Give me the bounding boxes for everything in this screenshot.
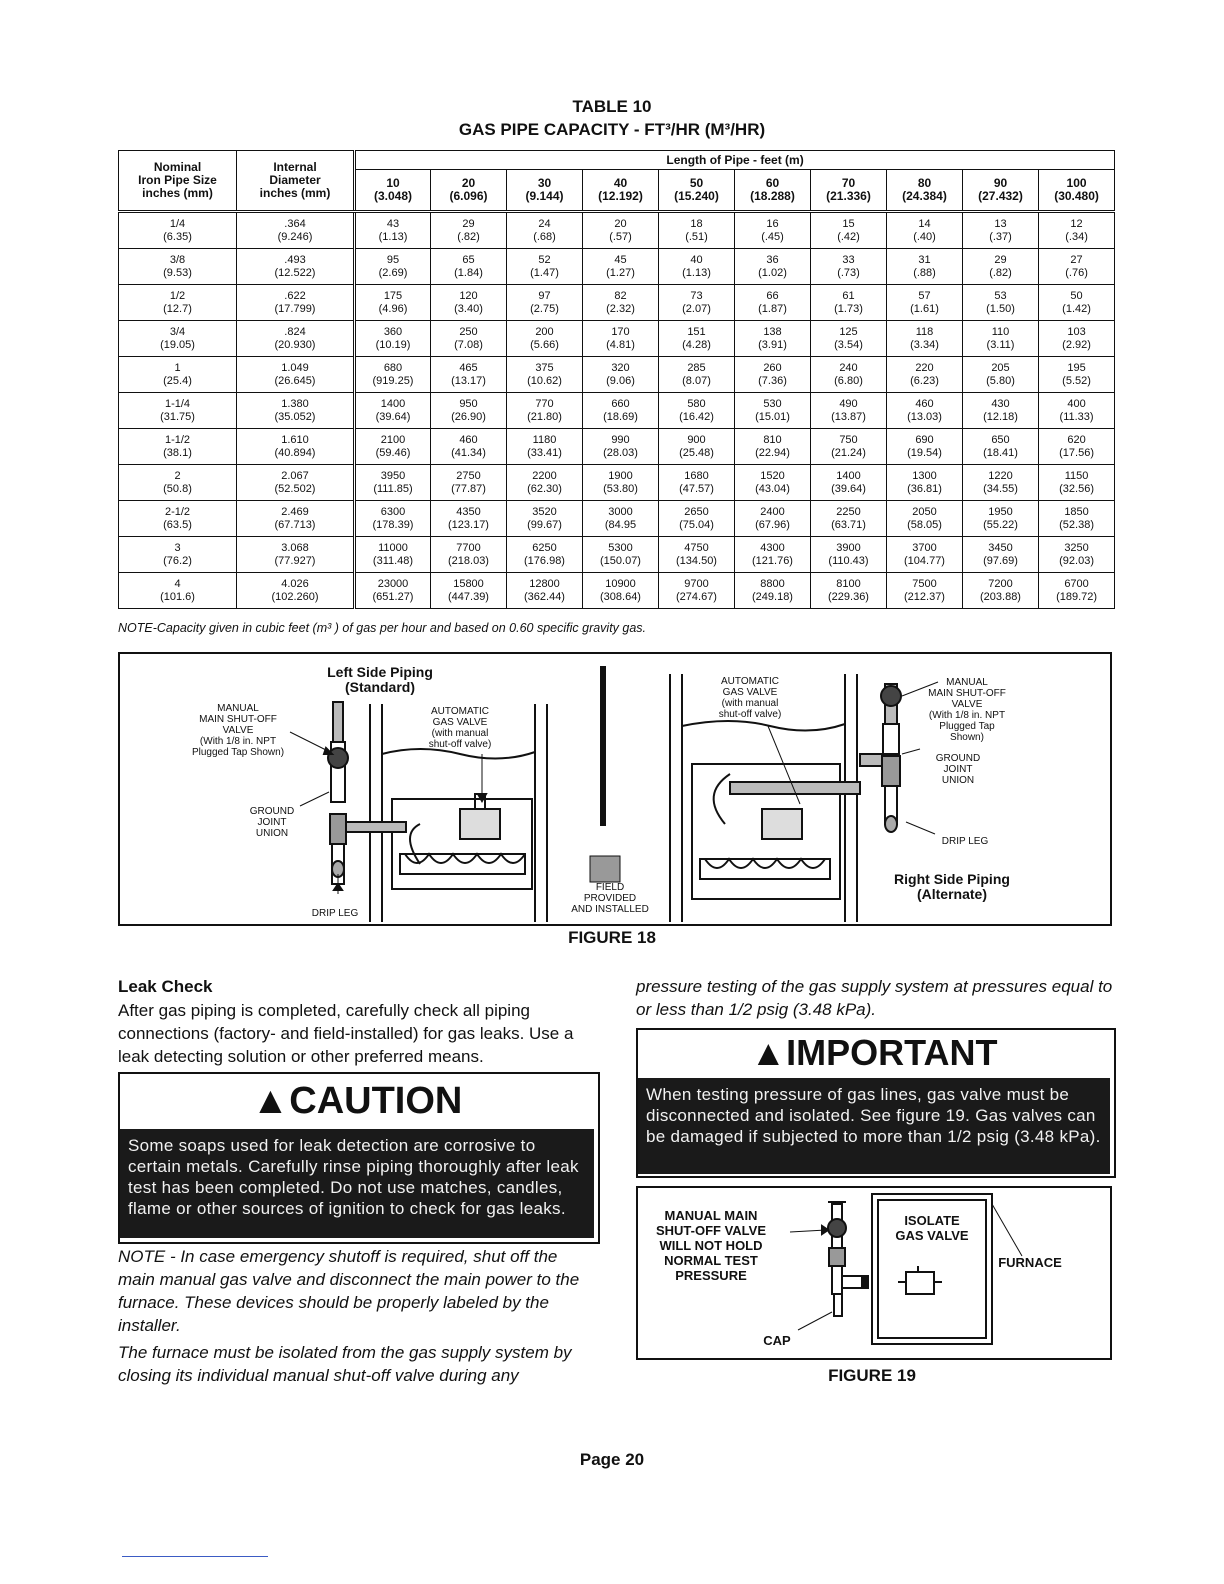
- capacity-cell: 3950 (111.85): [355, 465, 431, 501]
- capacity-cell: 1220 (34.55): [963, 465, 1039, 501]
- pipe-size-cell: 2-1/2 (63.5): [119, 501, 237, 537]
- emergency-note: NOTE - In case emergency shutoff is required, shut off the main manual gas valve and disconnect the main power to the furnace. These devices should be properly labeled by the installer.: [118, 1247, 580, 1335]
- capacity-cell: 1950 (55.22): [963, 501, 1039, 537]
- ground-union-left-label: GROUND JOINT UNION: [249, 806, 295, 839]
- capacity-cell: 6700 (189.72): [1039, 573, 1115, 609]
- auto-valve-left-label: AUTOMATIC GAS VALVE (with manual shut-off valve): [428, 706, 492, 750]
- footer-rule: [122, 1556, 268, 1557]
- capacity-cell: 250 (7.08): [431, 321, 507, 357]
- table-row: [119, 537, 1115, 573]
- length-col-header: 50 (15.240): [659, 170, 735, 212]
- capacity-cell: 29 (.82): [431, 212, 507, 249]
- capacity-cell: 3900 (110.43): [811, 537, 887, 573]
- pipe-size-cell: 3/4 (19.05): [119, 321, 237, 357]
- capacity-cell: 770 (21.80): [507, 393, 583, 429]
- diameter-cell: .493 (12.522): [237, 249, 355, 285]
- capacity-cell: 4750 (134.50): [659, 537, 735, 573]
- length-col-header: 60 (18.288): [735, 170, 811, 212]
- capacity-cell: 1400 (39.64): [355, 393, 431, 429]
- pipe-size-cell: 4 (101.6): [119, 573, 237, 609]
- diameter-cell: 1.380 (35.052): [237, 393, 355, 429]
- manual-valve-right-label: MANUAL MAIN SHUT-OFF VALVE (With 1/8 in. NPT Plugged Tap Shown): [928, 677, 1006, 743]
- capacity-cell: 13 (.37): [963, 212, 1039, 249]
- capacity-cell: 11000 (311.48): [355, 537, 431, 573]
- capacity-cell: 690 (19.54): [887, 429, 963, 465]
- diameter-cell: 3.068 (77.927): [237, 537, 355, 573]
- diameter-cell: 2.469 (67.713): [237, 501, 355, 537]
- capacity-cell: 61 (1.73): [811, 285, 887, 321]
- capacity-cell: 29 (.82): [963, 249, 1039, 285]
- table-row: [119, 573, 1115, 609]
- capacity-cell: 6250 (176.98): [507, 537, 583, 573]
- important-text: When testing pressure of gas lines, gas valve must be disconnected and isolated. See figure 19. Gas valves can be damaged if subjected to more than 1/2 psig (3.48 kPa).: [638, 1078, 1110, 1174]
- capacity-cell: 12800 (362.44): [507, 573, 583, 609]
- capacity-cell: 15800 (447.39): [431, 573, 507, 609]
- capacity-cell: 285 (8.07): [659, 357, 735, 393]
- capacity-cell: 16 (.45): [735, 212, 811, 249]
- capacity-cell: 460 (41.34): [431, 429, 507, 465]
- capacity-cell: 200 (5.66): [507, 321, 583, 357]
- capacity-cell: 2050 (58.05): [887, 501, 963, 537]
- capacity-cell: 430 (12.18): [963, 393, 1039, 429]
- capacity-cell: 6300 (178.39): [355, 501, 431, 537]
- diameter-cell: 4.026 (102.260): [237, 573, 355, 609]
- capacity-cell: 1850 (52.38): [1039, 501, 1115, 537]
- capacity-cell: 900 (25.48): [659, 429, 735, 465]
- manual-valve-left-label: MANUAL MAIN SHUT-OFF VALVE (With 1/8 in. NPT Plugged Tap Shown): [191, 703, 285, 758]
- capacity-cell: 3700 (104.77): [887, 537, 963, 573]
- length-col-header: 100 (30.480): [1039, 170, 1115, 212]
- table-title: GAS PIPE CAPACITY - FT³/HR (M³/HR): [458, 120, 766, 139]
- capacity-cell: 125 (3.54): [811, 321, 887, 357]
- pipe-size-cell: 3/8 (9.53): [119, 249, 237, 285]
- capacity-cell: 620 (17.56): [1039, 429, 1115, 465]
- capacity-cell: 1520 (43.04): [735, 465, 811, 501]
- table-row: [119, 393, 1115, 429]
- capacity-cell: 45 (1.27): [583, 249, 659, 285]
- table-number: TABLE 10: [572, 97, 652, 116]
- capacity-cell: 750 (21.24): [811, 429, 887, 465]
- table-row: [119, 357, 1115, 393]
- capacity-cell: 2100 (59.46): [355, 429, 431, 465]
- capacity-cell: 82 (2.32): [583, 285, 659, 321]
- capacity-cell: 15 (.42): [811, 212, 887, 249]
- capacity-cell: 810 (22.94): [735, 429, 811, 465]
- table-row: [119, 465, 1115, 501]
- length-col-header: 30 (9.144): [507, 170, 583, 212]
- table-note: NOTE-Capacity given in cubic feet (m³ ) of gas per hour and based on 0.60 specific gravity gas.: [118, 621, 647, 635]
- caution-text: Some soaps used for leak detection are corrosive to certain metals. Carefully rinse piping thoroughly after leak test has been completed. Do not use matches, candles, flame or other sources of ignition to check for gas leaks.: [120, 1129, 594, 1238]
- capacity-cell: 27 (.76): [1039, 249, 1115, 285]
- capacity-cell: 31 (.88): [887, 249, 963, 285]
- capacity-cell: 14 (.40): [887, 212, 963, 249]
- figure-18-caption: FIGURE 18: [568, 928, 656, 947]
- caution-title: ▲CAUTION: [251, 1080, 463, 1122]
- capacity-cell: 240 (6.80): [811, 357, 887, 393]
- capacity-cell: 3450 (97.69): [963, 537, 1039, 573]
- table-row: [119, 249, 1115, 285]
- ground-union-right-label: GROUND JOINT UNION: [935, 753, 981, 786]
- capacity-cell: 680 (919.25): [355, 357, 431, 393]
- capacity-cell: 400 (11.33): [1039, 393, 1115, 429]
- capacity-cell: 1400 (39.64): [811, 465, 887, 501]
- capacity-cell: 2250 (63.71): [811, 501, 887, 537]
- capacity-cell: 170 (4.81): [583, 321, 659, 357]
- pipe-size-cell: 1-1/4 (31.75): [119, 393, 237, 429]
- capacity-cell: 9700 (274.67): [659, 573, 735, 609]
- capacity-cell: 120 (3.40): [431, 285, 507, 321]
- pipe-size-cell: 3 (76.2): [119, 537, 237, 573]
- capacity-cell: 36 (1.02): [735, 249, 811, 285]
- capacity-cell: 33 (.73): [811, 249, 887, 285]
- capacity-cell: 18 (.51): [659, 212, 735, 249]
- capacity-cell: 360 (10.19): [355, 321, 431, 357]
- capacity-cell: 580 (16.42): [659, 393, 735, 429]
- important-title: ▲IMPORTANT: [750, 1032, 998, 1073]
- capacity-cell: 650 (18.41): [963, 429, 1039, 465]
- capacity-cell: 1680 (47.57): [659, 465, 735, 501]
- pipe-size-cell: 1-1/2 (38.1): [119, 429, 237, 465]
- leak-check-paragraph: After gas piping is completed, carefully check all piping connections (factory- and field-installed) for gas leaks. Use a leak detecting solution or other preferred means.: [118, 1001, 574, 1066]
- isolation-note: The furnace must be isolated from the gas supply system by closing its individual manual shut-off valve during any: [118, 1343, 572, 1385]
- pipe-size-cell: 1/2 (12.7): [119, 285, 237, 321]
- drip-leg-left-label: DRIP LEG: [311, 908, 359, 919]
- diameter-cell: .364 (9.246): [237, 212, 355, 249]
- diameter-cell: 2.067 (52.502): [237, 465, 355, 501]
- capacity-cell: 97 (2.75): [507, 285, 583, 321]
- capacity-cell: 3250 (92.03): [1039, 537, 1115, 573]
- furnace-label: FURNACE: [998, 1255, 1062, 1270]
- capacity-cell: 151 (4.28): [659, 321, 735, 357]
- capacity-cell: 7200 (203.88): [963, 573, 1039, 609]
- length-col-header: 10 (3.048): [355, 170, 431, 212]
- capacity-cell: 205 (5.80): [963, 357, 1039, 393]
- capacity-cell: 118 (3.34): [887, 321, 963, 357]
- isolation-note-continued: pressure testing of the gas supply system at pressures equal to or less than 1/2 psig (3.48 kPa).: [636, 977, 1113, 1019]
- length-col-header: 80 (24.384): [887, 170, 963, 212]
- length-col-header: 20 (6.096): [431, 170, 507, 212]
- capacity-cell: 320 (9.06): [583, 357, 659, 393]
- capacity-cell: 73 (2.07): [659, 285, 735, 321]
- length-col-header: 70 (21.336): [811, 170, 887, 212]
- capacity-cell: 5300 (150.07): [583, 537, 659, 573]
- capacity-cell: 20 (.57): [583, 212, 659, 249]
- capacity-cell: 375 (10.62): [507, 357, 583, 393]
- capacity-cell: 465 (13.17): [431, 357, 507, 393]
- gas-pipe-capacity-table: [118, 150, 1115, 609]
- diameter-cell: 1.610 (40.894): [237, 429, 355, 465]
- figure-19-caption: FIGURE 19: [828, 1366, 916, 1385]
- capacity-cell: 1150 (32.56): [1039, 465, 1115, 501]
- right-side-title: Right Side Piping (Alternate): [894, 871, 1010, 902]
- capacity-cell: 40 (1.13): [659, 249, 735, 285]
- capacity-cell: 12 (.34): [1039, 212, 1115, 249]
- page-number: Page 20: [579, 1450, 645, 1469]
- pipe-size-cell: 1/4 (6.35): [119, 212, 237, 249]
- pipe-size-cell: 1 (25.4): [119, 357, 237, 393]
- capacity-cell: 990 (28.03): [583, 429, 659, 465]
- warning-triangle-icon: ▲: [251, 1080, 290, 1122]
- capacity-cell: 7700 (218.03): [431, 537, 507, 573]
- length-col-header: 90 (27.432): [963, 170, 1039, 212]
- capacity-cell: 10900 (308.64): [583, 573, 659, 609]
- capacity-cell: 3000 (84.95: [583, 501, 659, 537]
- capacity-cell: 23000 (651.27): [355, 573, 431, 609]
- capacity-cell: 7500 (212.37): [887, 573, 963, 609]
- manual-main-label: MANUAL MAIN SHUT-OFF VALVE WILL NOT HOLD NORMAL TEST PRESSURE: [655, 1208, 767, 1283]
- capacity-cell: 138 (3.91): [735, 321, 811, 357]
- capacity-cell: 1300 (36.81): [887, 465, 963, 501]
- capacity-cell: 53 (1.50): [963, 285, 1039, 321]
- length-header: Length of Pipe - feet (m): [355, 151, 1115, 170]
- capacity-cell: 4300 (121.76): [735, 537, 811, 573]
- capacity-cell: 260 (7.36): [735, 357, 811, 393]
- capacity-cell: 50 (1.42): [1039, 285, 1115, 321]
- capacity-cell: 8800 (249.18): [735, 573, 811, 609]
- capacity-cell: 57 (1.61): [887, 285, 963, 321]
- table-row: [119, 501, 1115, 537]
- capacity-cell: 950 (26.90): [431, 393, 507, 429]
- field-provided-swatch: [590, 856, 620, 882]
- diameter-cell: .824 (20.930): [237, 321, 355, 357]
- capacity-cell: 8100 (229.36): [811, 573, 887, 609]
- capacity-cell: 3520 (99.67): [507, 501, 583, 537]
- capacity-cell: 530 (15.01): [735, 393, 811, 429]
- col-internal-header: Internal Diameter inches (mm): [237, 151, 355, 212]
- isolate-label: ISOLATE GAS VALVE: [895, 1213, 969, 1243]
- capacity-cell: 65 (1.84): [431, 249, 507, 285]
- pipe-size-cell: 2 (50.8): [119, 465, 237, 501]
- capacity-cell: 95 (2.69): [355, 249, 431, 285]
- capacity-cell: 2650 (75.04): [659, 501, 735, 537]
- field-provided-label: FIELD PROVIDED AND INSTALLED: [571, 882, 649, 915]
- capacity-cell: 4350 (123.17): [431, 501, 507, 537]
- capacity-cell: 24 (.68): [507, 212, 583, 249]
- table-body: [119, 212, 1115, 609]
- capacity-cell: 460 (13.03): [887, 393, 963, 429]
- warning-triangle-icon: ▲: [750, 1032, 787, 1073]
- diameter-cell: .622 (17.799): [237, 285, 355, 321]
- capacity-cell: 660 (18.69): [583, 393, 659, 429]
- capacity-cell: 175 (4.96): [355, 285, 431, 321]
- length-col-header: 40 (12.192): [583, 170, 659, 212]
- cap-label: CAP: [763, 1333, 791, 1348]
- capacity-cell: 490 (13.87): [811, 393, 887, 429]
- capacity-cell: 2200 (62.30): [507, 465, 583, 501]
- capacity-cell: 103 (2.92): [1039, 321, 1115, 357]
- table-row: [119, 321, 1115, 357]
- capacity-cell: 1900 (53.80): [583, 465, 659, 501]
- auto-valve-right-label: AUTOMATIC GAS VALVE (with manual shut-off valve): [718, 676, 782, 720]
- capacity-cell: 195 (5.52): [1039, 357, 1115, 393]
- capacity-cell: 52 (1.47): [507, 249, 583, 285]
- capacity-cell: 220 (6.23): [887, 357, 963, 393]
- capacity-cell: 43 (1.13): [355, 212, 431, 249]
- capacity-cell: 66 (1.87): [735, 285, 811, 321]
- capacity-cell: 110 (3.11): [963, 321, 1039, 357]
- table-row: [119, 212, 1115, 249]
- capacity-cell: 2750 (77.87): [431, 465, 507, 501]
- leak-check-heading: Leak Check: [118, 977, 213, 996]
- divider-bar: [600, 666, 606, 826]
- capacity-cell: 2400 (67.96): [735, 501, 811, 537]
- drip-leg-right-label: DRIP LEG: [941, 836, 989, 847]
- table-row: [119, 429, 1115, 465]
- capacity-cell: 1180 (33.41): [507, 429, 583, 465]
- table-row: [119, 285, 1115, 321]
- left-side-title: Left Side Piping (Standard): [327, 664, 433, 695]
- diameter-cell: 1.049 (26.645): [237, 357, 355, 393]
- col-nominal-header: Nominal Iron Pipe Size inches (mm): [119, 151, 237, 212]
